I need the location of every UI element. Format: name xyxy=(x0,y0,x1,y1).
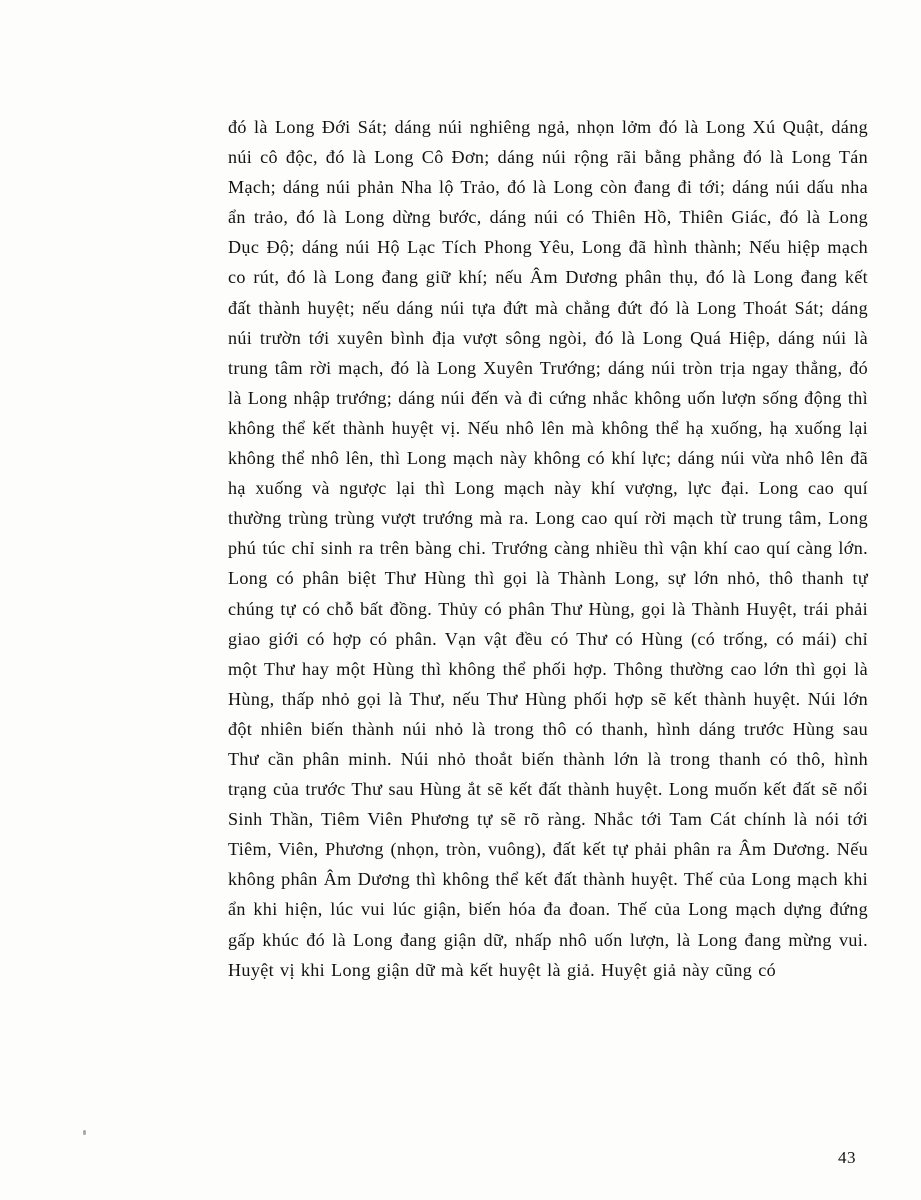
scan-speck xyxy=(83,1130,86,1135)
body-text-block xyxy=(228,112,868,985)
body-paragraph: đó là Long Đới Sát; dáng núi nghiêng ngả, nhọn lởm đó là Long Xú Quật, dáng núi cô độc, đó là Long Cô Đơn; dáng núi rộng rãi bằng phẳng đó là Long Tán Mạch; dáng núi phản Nha lộ Trảo, đó là Long còn đang đi tới; dáng núi dấu nha ẩn trảo, đó là Long dừng bước, dáng núi có Thiên Hồ, Thiên Giác, đó là Long Dục Độ; dáng núi Hộ Lạc Tích Phong Yêu, Long đã hình thành; Nếu hiệp mạch co rút, đó là Long đang giữ khí; nếu Âm Dương phân thụ, đó là Long đang kết đất thành huyệt; nếu dáng núi tựa đứt mà chẳng đứt đó là Long Thoát Sát; dáng núi trườn tới xuyên bình địa vượt sông ngòi, đó là Long Quá Hiệp, dáng núi là trung tâm rời mạch, đó là Long Xuyên Trướng; dáng núi tròn trịa ngay thẳng, đó là Long nhập trướng; dáng núi đến và đi cứng nhắc không uốn lượn sống động thì không thể kết thành huyệt vị. Nếu nhô lên mà không thể hạ xuống, hạ xuống lại không thể nhô lên, thì Long mạch này không có khí lực; dáng núi vừa nhô lên đã hạ xuống và ngược lại thì Long mạch này khí vượng, lực đại. Long cao quí thường trùng trùng vượt trướng mà ra. Long cao quí rời mạch từ trung tâm, Long phú túc chỉ sinh ra trên bàng chi. Trướng càng nhiều thì vận khí cao quí càng lớn. Long có phân biệt Thư Hùng thì gọi là Thành Long, sự lớn nhỏ, thô thanh tự chúng tự có chỗ bất đồng. Thủy có phân Thư Hùng, gọi là Thành Huyệt, trái phải giao giới có hợp có phân. Vạn vật đều có Thư có Hùng (có trống, có mái) chỉ một Thư hay một Hùng thì không thể phối hợp. Thông thường cao lớn thì gọi là Hùng, thấp nhỏ gọi là Thư, nếu Thư Hùng phối hợp sẽ kết thành huyệt. Núi lớn đột nhiên biến thành núi nhỏ là trong thô có thanh, hình dáng trước Hùng sau Thư cần phân minh. Núi nhỏ thoắt biến thành lớn là trong thanh có thô, hình trạng của trước Thư sau Hùng ắt sẽ kết đất thành huyệt. Long muốn kết đất sẽ nổi Sinh Thần, Tiêm Viên Phương tự sẽ rõ ràng. Nhắc tới Tam Cát chính là nói tới Tiêm, Viên, Phương (nhọn, tròn, vuông), đất kết tự phải phân ra Âm Dương. Nếu không phân Âm Dương thì không thể kết đất thành huyệt. Thế của Long mạch khi ẩn khi hiện, lúc vui lúc giận, biến hóa đa đoan. Thế của Long mạch dựng đứng gấp khúc đó là Long đang giận dữ, nhấp nhô uốn lượn, là Long đang mừng vui. Huyệt vị khi Long giận dữ mà kết huyệt là giả. Huyệt giả này cũng có xyxy=(228,117,868,980)
page-number: 43 xyxy=(838,1148,856,1167)
